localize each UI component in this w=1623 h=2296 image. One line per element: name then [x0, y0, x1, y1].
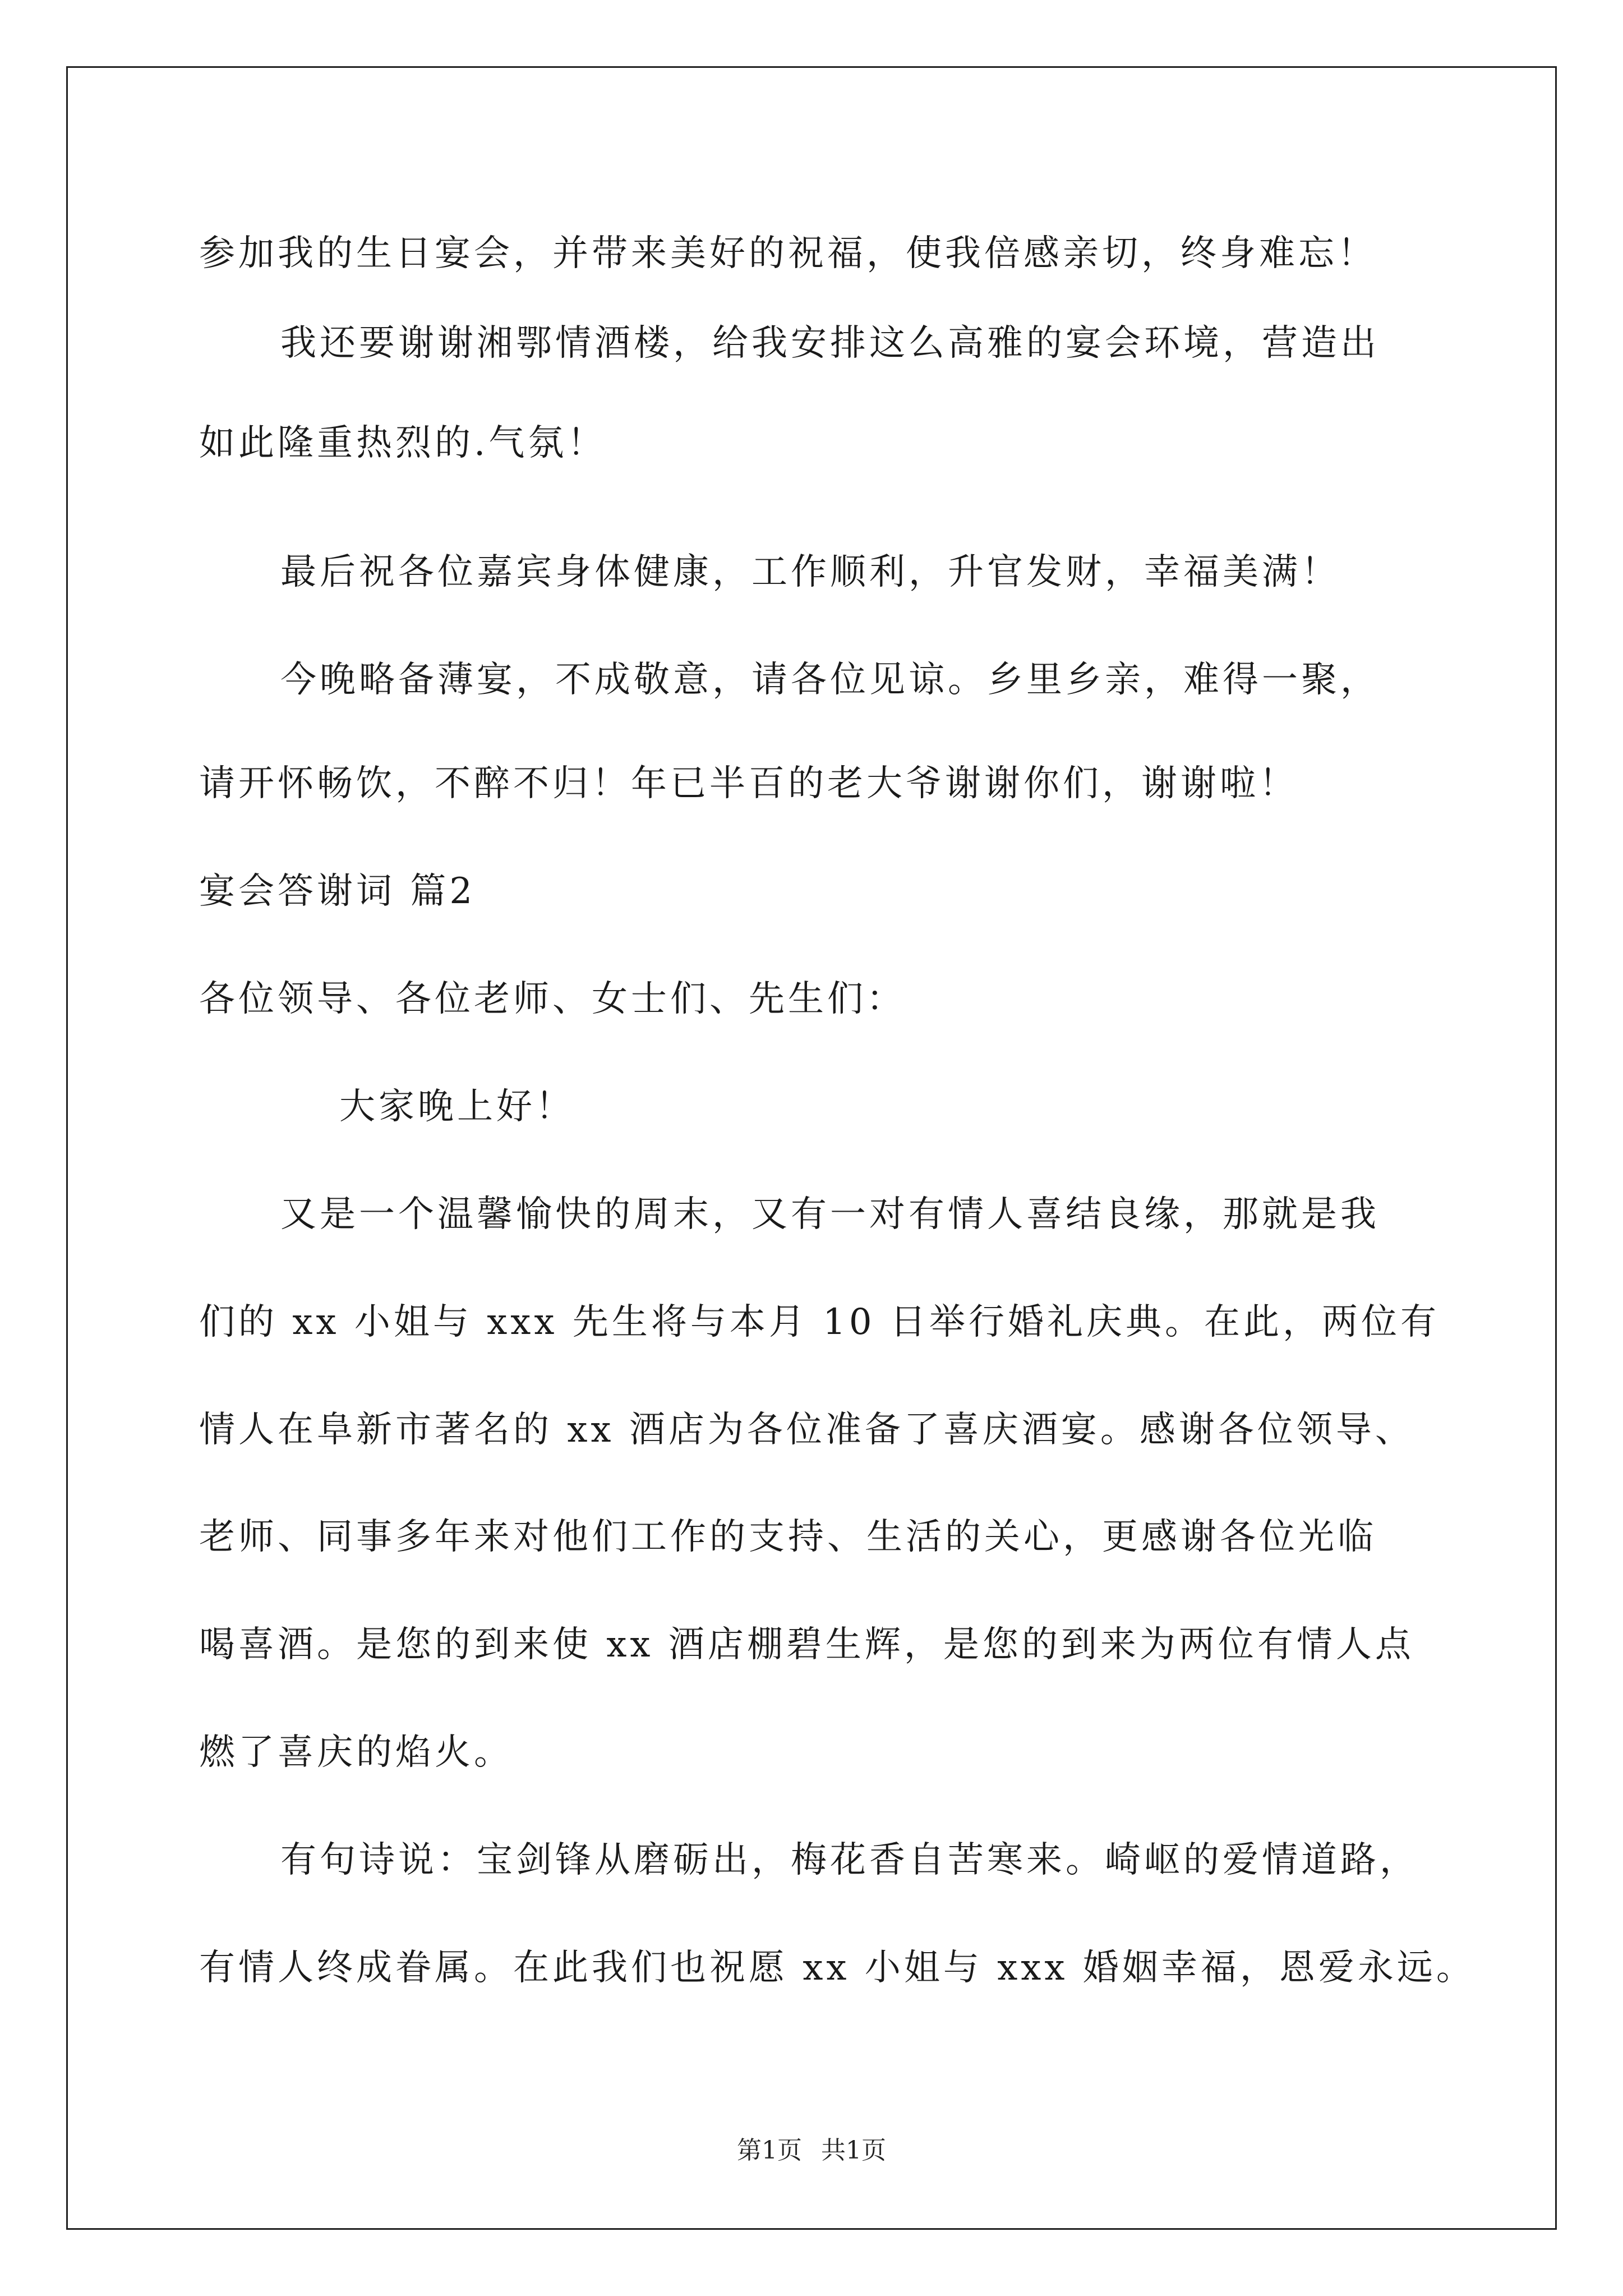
paragraph-line: 又是一个温馨愉快的周末，又有一对有情人喜结良缘，那就是我: [280, 1194, 1380, 1235]
paragraph-line: 有句诗说：宝剑锋从磨砺出，梅花香自苦寒来。崎岖的爱情道路，: [280, 1839, 1419, 1881]
section-heading: 宴会答谢词 篇2: [199, 871, 476, 912]
salutation: 各位领导、各位老师、女士们、先生们：: [199, 978, 906, 1020]
paragraph-line: 老师、同事多年来对他们工作的支持、生活的关心，更感谢各位光临: [199, 1516, 1377, 1558]
paragraph-line: 今晚略备薄宴，不成敬意，请各位见谅。乡里乡亲，难得一聚，: [280, 659, 1380, 701]
paragraph-line: 燃了喜庆的焰火。: [199, 1732, 513, 1773]
paragraph-line: 最后祝各位嘉宾身体健康，工作顺利，升官发财，幸福美满！: [280, 551, 1340, 593]
page-footer: [0, 2135, 1623, 2166]
paragraph-line: 有情人终成眷属。在此我们也祝愿 xx 小姐与 xxx 婚姻幸福，恩爱永远。: [199, 1947, 1476, 1989]
page-total: 共1页: [821, 2136, 886, 2165]
paragraph-line: 参加我的生日宴会，并带来美好的祝福，使我倍感亲切，终身难忘！: [199, 233, 1377, 274]
paragraph-line: 我还要谢谢湘鄂情酒楼，给我安排这么高雅的宴会环境，营造出: [280, 323, 1380, 364]
paragraph-line: 请开怀畅饮，不醉不归！年已半百的老大爷谢谢你们，谢谢啦！: [199, 763, 1298, 804]
paragraph-line: 们的 xx 小姐与 xxx 先生将与本月 10 日举行婚礼庆典。在此，两位有: [199, 1301, 1440, 1343]
page-number: 第1页: [737, 2136, 802, 2165]
paragraph-line: 如此隆重热烈的.气氛！: [199, 422, 607, 464]
page-border: [66, 66, 1557, 2230]
paragraph-line: 情人在阜新市著名的 xx 酒店为各位准备了喜庆酒宴。感谢各位领导、: [199, 1409, 1414, 1451]
greeting: 大家晚上好！: [339, 1086, 575, 1128]
paragraph-line: 喝喜酒。是您的到来使 xx 酒店棚碧生辉，是您的到来为两位有情人点: [199, 1624, 1414, 1665]
